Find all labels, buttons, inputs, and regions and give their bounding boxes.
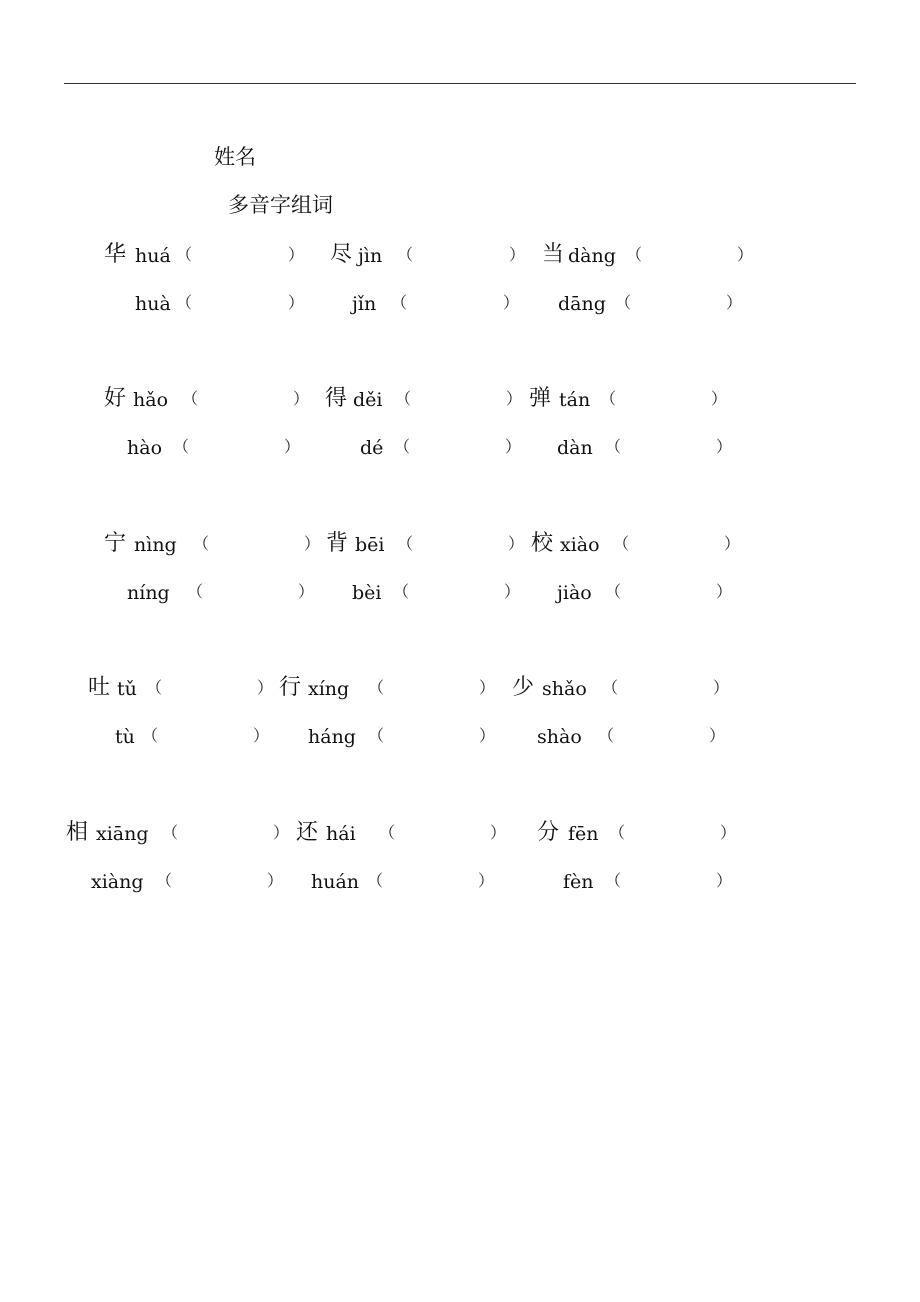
blank-close-paren: ） bbox=[293, 389, 310, 408]
blank-close-paren: ） bbox=[720, 823, 737, 842]
blank-open-paren: （ bbox=[395, 389, 412, 408]
blank-close-paren: ） bbox=[284, 437, 301, 456]
blank-open-paren: （ bbox=[368, 678, 385, 697]
blank-open-paren: （ bbox=[397, 245, 414, 264]
polyphone-char: 分 bbox=[537, 820, 560, 845]
polyphone-char: 还 bbox=[296, 820, 319, 845]
blank-open-paren: （ bbox=[146, 678, 163, 697]
blank-open-paren: （ bbox=[142, 726, 159, 745]
worksheet-title: 多音字组词 bbox=[228, 193, 333, 217]
pinyin-bottom: huán bbox=[311, 871, 360, 893]
blank-open-paren: （ bbox=[173, 437, 190, 456]
polyphone-char: 宁 bbox=[104, 531, 127, 556]
blank-close-paren: ） bbox=[726, 293, 743, 312]
blank-open-paren: （ bbox=[393, 582, 410, 601]
blank-open-paren: （ bbox=[187, 582, 204, 601]
pinyin-top: fēn bbox=[568, 823, 599, 845]
blank-close-paren: ） bbox=[505, 437, 522, 456]
blank-open-paren: （ bbox=[605, 871, 622, 890]
blank-open-paren: （ bbox=[609, 823, 626, 842]
blank-open-paren: （ bbox=[367, 871, 384, 890]
blank-close-paren: ） bbox=[273, 823, 290, 842]
pinyin-top: hǎo bbox=[133, 389, 169, 411]
pinyin-bottom: tù bbox=[115, 726, 135, 748]
polyphone-char: 背 bbox=[326, 531, 349, 556]
name-label: 姓名 bbox=[214, 145, 256, 169]
blank-open-paren: （ bbox=[615, 293, 632, 312]
polyphone-char: 少 bbox=[512, 675, 535, 700]
pinyin-top: xíng bbox=[308, 678, 350, 700]
pinyin-bottom: shào bbox=[537, 726, 582, 748]
polyphone-char: 相 bbox=[66, 820, 89, 845]
blank-open-paren: （ bbox=[176, 245, 193, 264]
blank-open-paren: （ bbox=[613, 534, 630, 553]
blank-close-paren: ） bbox=[716, 871, 733, 890]
blank-close-paren: ） bbox=[716, 582, 733, 601]
blank-close-paren: ） bbox=[713, 678, 730, 697]
pinyin-top: shǎo bbox=[542, 678, 587, 700]
pinyin-bottom: dé bbox=[360, 437, 384, 459]
blank-open-paren: （ bbox=[600, 389, 617, 408]
polyphone-char: 行 bbox=[279, 675, 302, 700]
blank-open-paren: （ bbox=[394, 437, 411, 456]
polyphone-char: 当 bbox=[542, 242, 565, 267]
pinyin-bottom: dāng bbox=[558, 293, 606, 315]
blank-open-paren: （ bbox=[626, 245, 643, 264]
blank-open-paren: （ bbox=[391, 293, 408, 312]
pinyin-bottom: huà bbox=[135, 293, 171, 315]
polyphone-char: 华 bbox=[104, 242, 127, 267]
blank-open-paren: （ bbox=[397, 534, 414, 553]
polyphone-char: 尽 bbox=[330, 242, 353, 267]
blank-close-paren: ） bbox=[506, 389, 523, 408]
pinyin-bottom: jiào bbox=[557, 582, 592, 604]
blank-close-paren: ） bbox=[479, 678, 496, 697]
blank-close-paren: ） bbox=[504, 582, 521, 601]
header-rule bbox=[64, 83, 856, 84]
blank-close-paren: ） bbox=[716, 437, 733, 456]
blank-open-paren: （ bbox=[156, 871, 173, 890]
blank-open-paren: （ bbox=[379, 823, 396, 842]
blank-close-paren: ） bbox=[304, 534, 321, 553]
blank-close-paren: ） bbox=[298, 582, 315, 601]
blank-close-paren: ） bbox=[478, 871, 495, 890]
polyphone-char: 吐 bbox=[88, 675, 111, 700]
pinyin-bottom: fèn bbox=[563, 871, 594, 893]
blank-close-paren: ） bbox=[509, 245, 526, 264]
pinyin-top: bēi bbox=[355, 534, 385, 556]
blank-close-paren: ） bbox=[288, 293, 305, 312]
pinyin-bottom: dàn bbox=[557, 437, 593, 459]
pinyin-bottom: níng bbox=[127, 582, 170, 604]
pinyin-top: hái bbox=[326, 823, 356, 845]
pinyin-bottom: hào bbox=[127, 437, 163, 459]
pinyin-top: huá bbox=[135, 245, 171, 267]
blank-open-paren: （ bbox=[182, 389, 199, 408]
blank-close-paren: ） bbox=[267, 871, 284, 890]
blank-open-paren: （ bbox=[605, 437, 622, 456]
blank-open-paren: （ bbox=[193, 534, 210, 553]
blank-close-paren: ） bbox=[257, 678, 274, 697]
blank-close-paren: ） bbox=[288, 245, 305, 264]
blank-close-paren: ） bbox=[479, 726, 496, 745]
blank-open-paren: （ bbox=[368, 726, 385, 745]
polyphone-char: 得 bbox=[325, 386, 348, 411]
pinyin-top: jìn bbox=[358, 245, 383, 267]
blank-close-paren: ） bbox=[709, 726, 726, 745]
blank-open-paren: （ bbox=[176, 293, 193, 312]
pinyin-top: dàng bbox=[568, 245, 616, 267]
pinyin-bottom: jǐn bbox=[352, 293, 377, 315]
polyphone-char: 校 bbox=[531, 531, 554, 556]
pinyin-top: xiào bbox=[560, 534, 600, 556]
pinyin-top: xiāng bbox=[96, 823, 149, 845]
pinyin-top: tǔ bbox=[117, 678, 137, 700]
pinyin-top: nìng bbox=[134, 534, 177, 556]
blank-open-paren: （ bbox=[162, 823, 179, 842]
pinyin-bottom: háng bbox=[308, 726, 356, 748]
pinyin-bottom: xiàng bbox=[91, 871, 144, 893]
polyphone-char: 弹 bbox=[529, 386, 552, 411]
blank-close-paren: ） bbox=[724, 534, 741, 553]
blank-open-paren: （ bbox=[602, 678, 619, 697]
blank-open-paren: （ bbox=[605, 582, 622, 601]
pinyin-top: děi bbox=[353, 389, 383, 411]
blank-close-paren: ） bbox=[253, 726, 270, 745]
pinyin-top: tán bbox=[559, 389, 591, 411]
pinyin-bottom: bèi bbox=[352, 582, 382, 604]
blank-close-paren: ） bbox=[490, 823, 507, 842]
blank-close-paren: ） bbox=[737, 245, 754, 264]
blank-close-paren: ） bbox=[503, 293, 520, 312]
blank-close-paren: ） bbox=[711, 389, 728, 408]
blank-open-paren: （ bbox=[598, 726, 615, 745]
blank-close-paren: ） bbox=[508, 534, 525, 553]
polyphone-char: 好 bbox=[104, 386, 127, 411]
